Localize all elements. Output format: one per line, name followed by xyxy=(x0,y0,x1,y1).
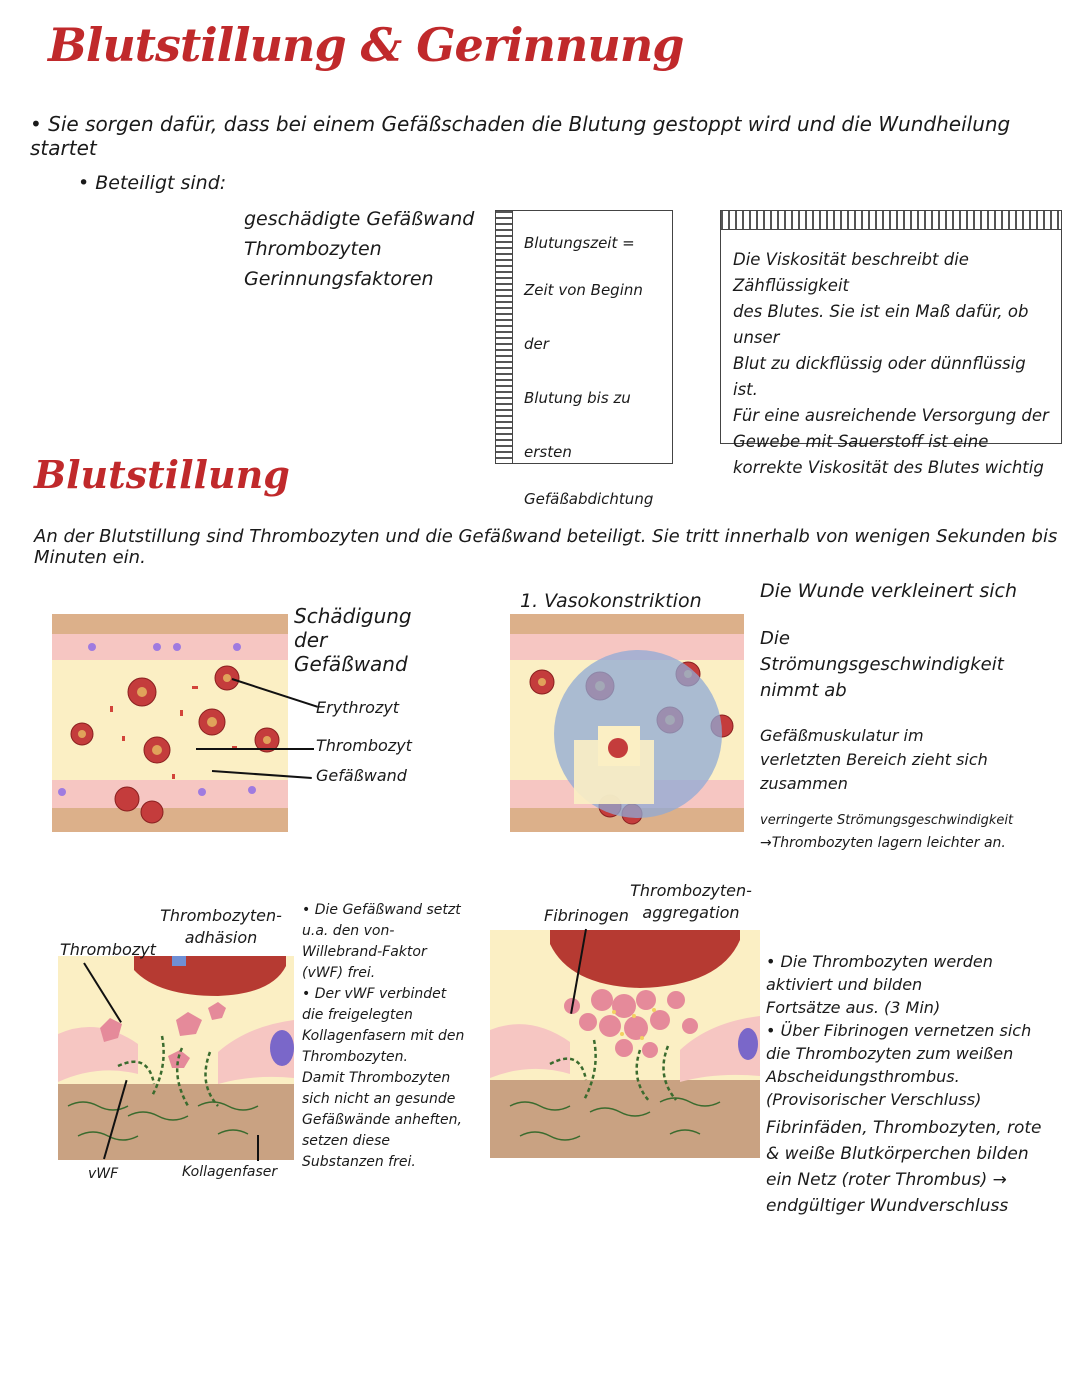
note-line: Blut zu dickflüssig oder dünnflüssig ist. xyxy=(733,354,1026,399)
intro-bullet: • Sie sorgen dafür, dass bei einem Gefäßschaden die Blutung gestoppt wird und die Wundheilung startet xyxy=(30,112,1080,160)
note-bleeding-time xyxy=(495,210,673,508)
note-line: Blutungszeit = xyxy=(524,234,635,252)
label-fibrinogen: Fibrinogen xyxy=(544,906,629,925)
section-title: Blutstillung xyxy=(34,452,290,497)
note-item: • Der vWF verbindet die freigelegten Kollagenfasern mit den Thrombozyten. xyxy=(302,984,470,1068)
panel2-heading: 1. Vasokonstriktion xyxy=(520,590,702,612)
note-item: →Thrombozyten lagern leichter an. xyxy=(760,835,1006,851)
vessel-damage-diagram xyxy=(52,614,288,832)
note-line: Gefäßabdichtung xyxy=(524,490,654,508)
label-erythrozyt: Erythrozyt xyxy=(316,698,400,717)
note-item: Gefäßmuskulatur im verletzten Bereich zieht sich zusammen xyxy=(760,726,988,793)
note-item: • Über Fibrinogen vernetzen sich die Thrombozyten zum weißen Abscheidungsthrombus. (Provisorischer Verschluss) xyxy=(766,1019,1056,1111)
pointer-line xyxy=(257,1135,259,1161)
involved-label: • Beteiligt sind: xyxy=(78,172,226,194)
page-title: Blutstillung & Gerinnung xyxy=(48,18,684,72)
notebook-spiral xyxy=(721,211,1061,230)
note-line: korrekte Viskosität des Blutes wichtig xyxy=(733,458,1044,477)
adhesion-diagram xyxy=(58,956,294,1160)
note-line: Gewebe mit Sauerstoff ist eine xyxy=(733,432,989,451)
label-thrombozyt-left: Thrombozyt xyxy=(60,940,156,959)
aggregation-diagram xyxy=(490,930,760,1158)
note-item: Fibrinfäden, Thrombozyten, rote & weiße Blutkörperchen bilden ein Netz (roter Thrombus) → endgültiger Wundverschluss xyxy=(766,1118,1042,1216)
involved-list xyxy=(244,204,474,294)
involved-item: Thrombozyten xyxy=(244,238,382,260)
note-line: des Blutes. Sie ist ein Maß dafür, ob unser xyxy=(733,302,1029,347)
label-vwf: vWF xyxy=(88,1166,119,1182)
pointer-line xyxy=(196,748,314,750)
panel1-heading: Schädigung der Gefäßwand xyxy=(294,604,412,676)
note-line: ersten xyxy=(524,443,572,461)
note-line: Die Viskosität beschreibt die Zähflüssigkeit xyxy=(733,250,969,295)
note-item: • Die Thrombozyten werden aktiviert und bilden Fortsätze aus. (3 Min) xyxy=(766,950,996,1019)
note-item: Die Strömungsgeschwindigkeit nimmt ab xyxy=(760,628,1004,701)
panel4-heading: Thrombozyten-aggregation xyxy=(630,881,752,922)
note-viscosity xyxy=(720,210,1062,477)
note-item: • Die Gefäßwand setzt u.a. den von-Willebrand-Faktor (vWF) frei. xyxy=(302,900,470,984)
section-intro: An der Blutstillung sind Thrombozyten und die Gefäßwand beteiligt. Sie tritt innerhalb von wenigen Sekunden bis Minuten ein. xyxy=(34,526,1058,568)
label-gefaesswand: Gefäßwand xyxy=(316,766,407,785)
note-line: Für eine ausreichende Versorgung der xyxy=(733,406,1049,425)
panel3-notes xyxy=(302,900,470,1173)
label-thrombozyt: Thrombozyt xyxy=(316,736,412,755)
involved-item: Gerinnungsfaktoren xyxy=(244,268,434,290)
notebook-spiral xyxy=(496,211,513,463)
involved-item: geschädigte Gefäßwand xyxy=(244,208,475,230)
label-kollagenfaser: Kollagenfaser xyxy=(182,1164,278,1180)
note-item: verringerte Strömungsgeschwindigkeit xyxy=(760,813,1014,828)
panel2-notes xyxy=(760,580,1060,854)
note-item: Damit Thrombozyten sich nicht an gesunde Gefäßwände anheften, setzen diese Substanzen frei. xyxy=(302,1070,462,1170)
panel4-notes xyxy=(766,950,1062,1219)
note-line: Blutung bis zu xyxy=(524,389,631,407)
panel3-heading: Thrombozyten-adhäsion xyxy=(160,906,282,947)
note-item: Die Wunde verkleinert sich xyxy=(760,580,1017,602)
vasoconstriction-diagram xyxy=(510,614,744,832)
note-line: Zeit von Beginn der xyxy=(524,281,643,353)
